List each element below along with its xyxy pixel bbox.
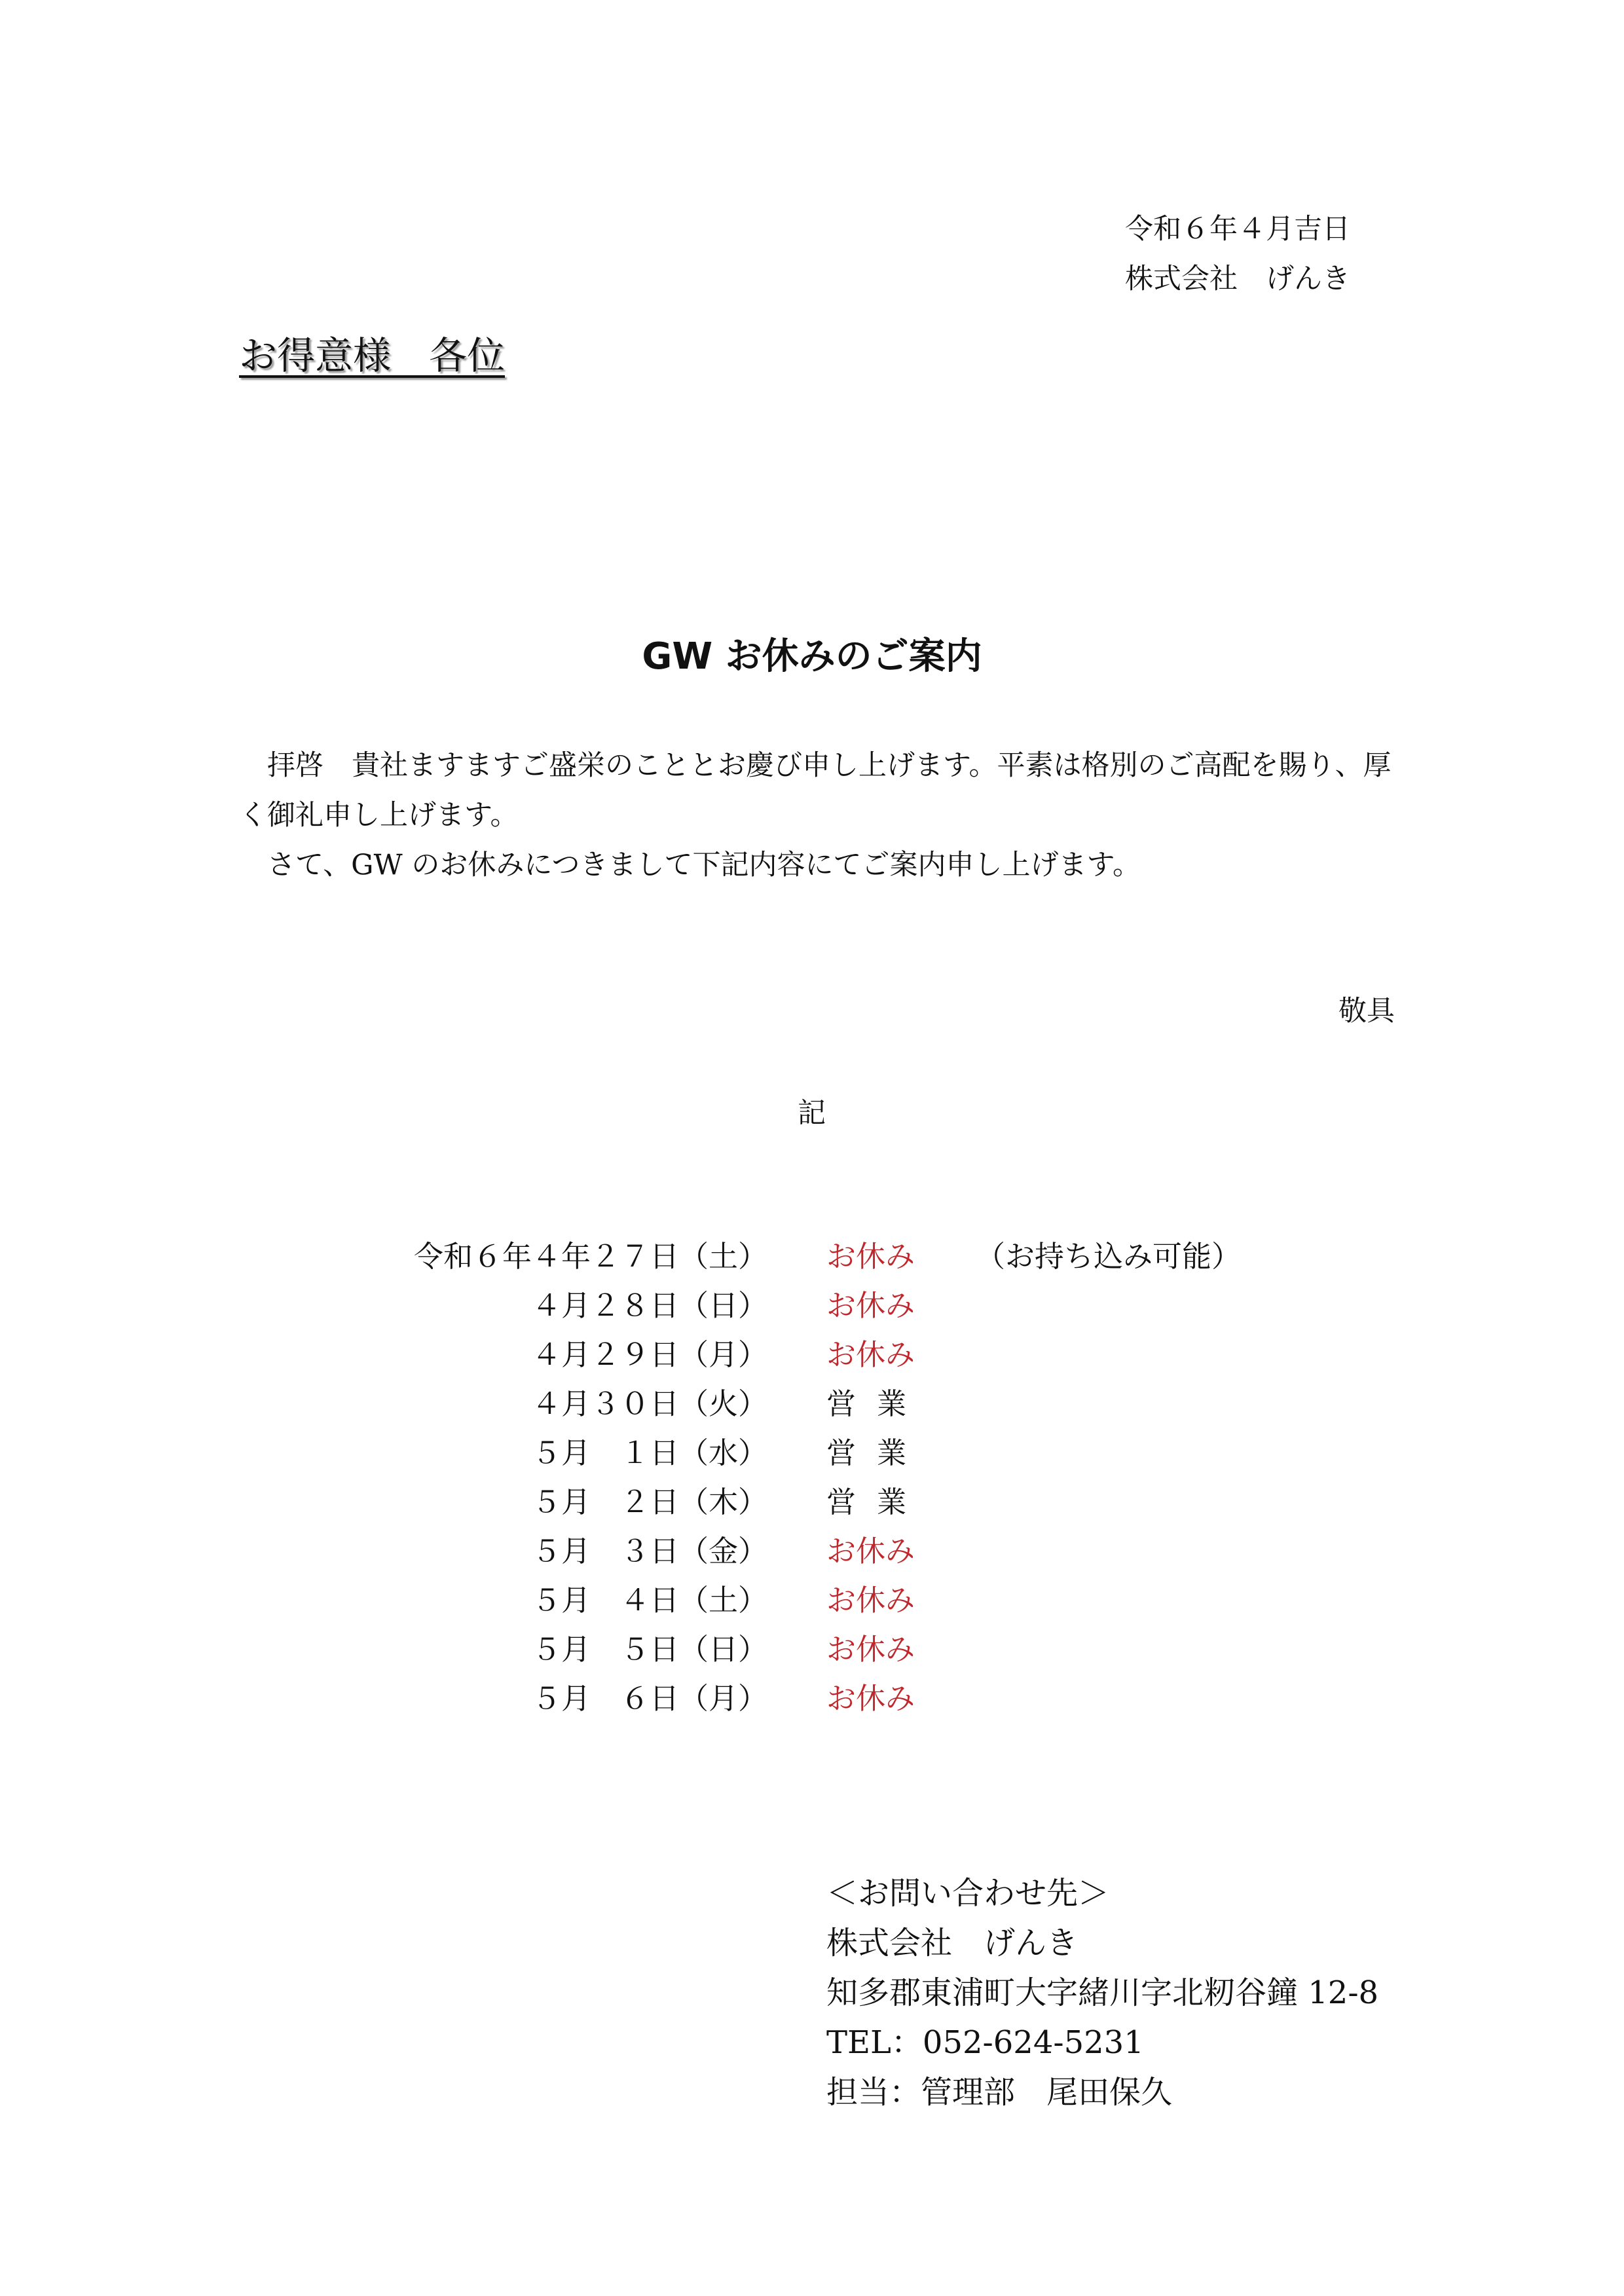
contact-company: 株式会社 げんき xyxy=(826,1925,1079,1961)
schedule-date: ５月 １日（水） xyxy=(531,1435,767,1470)
status-open: 営業 xyxy=(826,1435,928,1470)
status-closed: お休み xyxy=(826,1337,915,1372)
status-closed: お休み xyxy=(826,1534,915,1568)
issue-date: 令和６年４月吉日 xyxy=(1125,213,1350,246)
status-closed: お休み xyxy=(826,1288,915,1323)
sender-company: 株式会社 げんき xyxy=(1125,263,1350,295)
recipient-heading: お得意様 各位 xyxy=(239,333,506,378)
schedule-date: ４月２８日（日） xyxy=(531,1288,767,1323)
status-closed: お休み xyxy=(826,1239,915,1274)
schedule-row xyxy=(0,1625,1624,1671)
schedule-date: 令和６年４年２７日（土） xyxy=(413,1239,767,1274)
schedule-row xyxy=(0,1380,1624,1426)
schedule-date: ５月 ３日（金） xyxy=(531,1534,767,1568)
schedule-date: ５月 ５日（日） xyxy=(531,1632,767,1667)
schedule-date: ４月３０日（火） xyxy=(531,1386,767,1421)
document-title: GW お休みのご案内 xyxy=(642,635,982,678)
contact-tel: TEL：052-624-5231 xyxy=(826,2024,1144,2061)
ki-heading: 記 xyxy=(798,1097,826,1130)
schedule-note: （お持ち込み可能） xyxy=(976,1239,1242,1274)
closing-keigu: 敬具 xyxy=(1338,995,1395,1028)
schedule-row xyxy=(0,1331,1624,1377)
status-closed: お休み xyxy=(826,1681,915,1716)
body-line-1: 拝啓 貴社ますますご盛栄のこととお慶び申し上げます。平素は格別のご高配を賜り、厚 xyxy=(267,749,1392,782)
contact-person: 担当：管理部 尾田保久 xyxy=(826,2074,1173,2111)
schedule-row xyxy=(0,1282,1624,1327)
schedule-date: ５月 ２日（木） xyxy=(531,1485,767,1519)
schedule-row xyxy=(0,1527,1624,1573)
schedule-row xyxy=(0,1576,1624,1622)
status-open: 営業 xyxy=(826,1485,928,1519)
schedule-date: ４月２９日（月） xyxy=(531,1337,767,1372)
body-line-2: く御礼申し上げます。 xyxy=(239,799,519,832)
status-closed: お休み xyxy=(826,1632,915,1667)
schedule-row xyxy=(0,1429,1624,1475)
schedule-row xyxy=(0,1232,1624,1278)
schedule-date: ５月 ４日（土） xyxy=(531,1583,767,1618)
schedule-row xyxy=(0,1478,1624,1524)
contact-address: 知多郡東浦町大字緒川字北籾谷鐘 12-8 xyxy=(826,1974,1379,2011)
status-open: 営業 xyxy=(826,1386,928,1421)
contact-heading: ＜お問い合わせ先＞ xyxy=(826,1875,1110,1912)
schedule-row xyxy=(0,1675,1624,1720)
body-line-3: さて、GW のお休みにつきまして下記内容にてご案内申し上げます。 xyxy=(267,849,1141,881)
schedule-date: ５月 ６日（月） xyxy=(531,1681,767,1716)
status-closed: お休み xyxy=(826,1583,915,1618)
